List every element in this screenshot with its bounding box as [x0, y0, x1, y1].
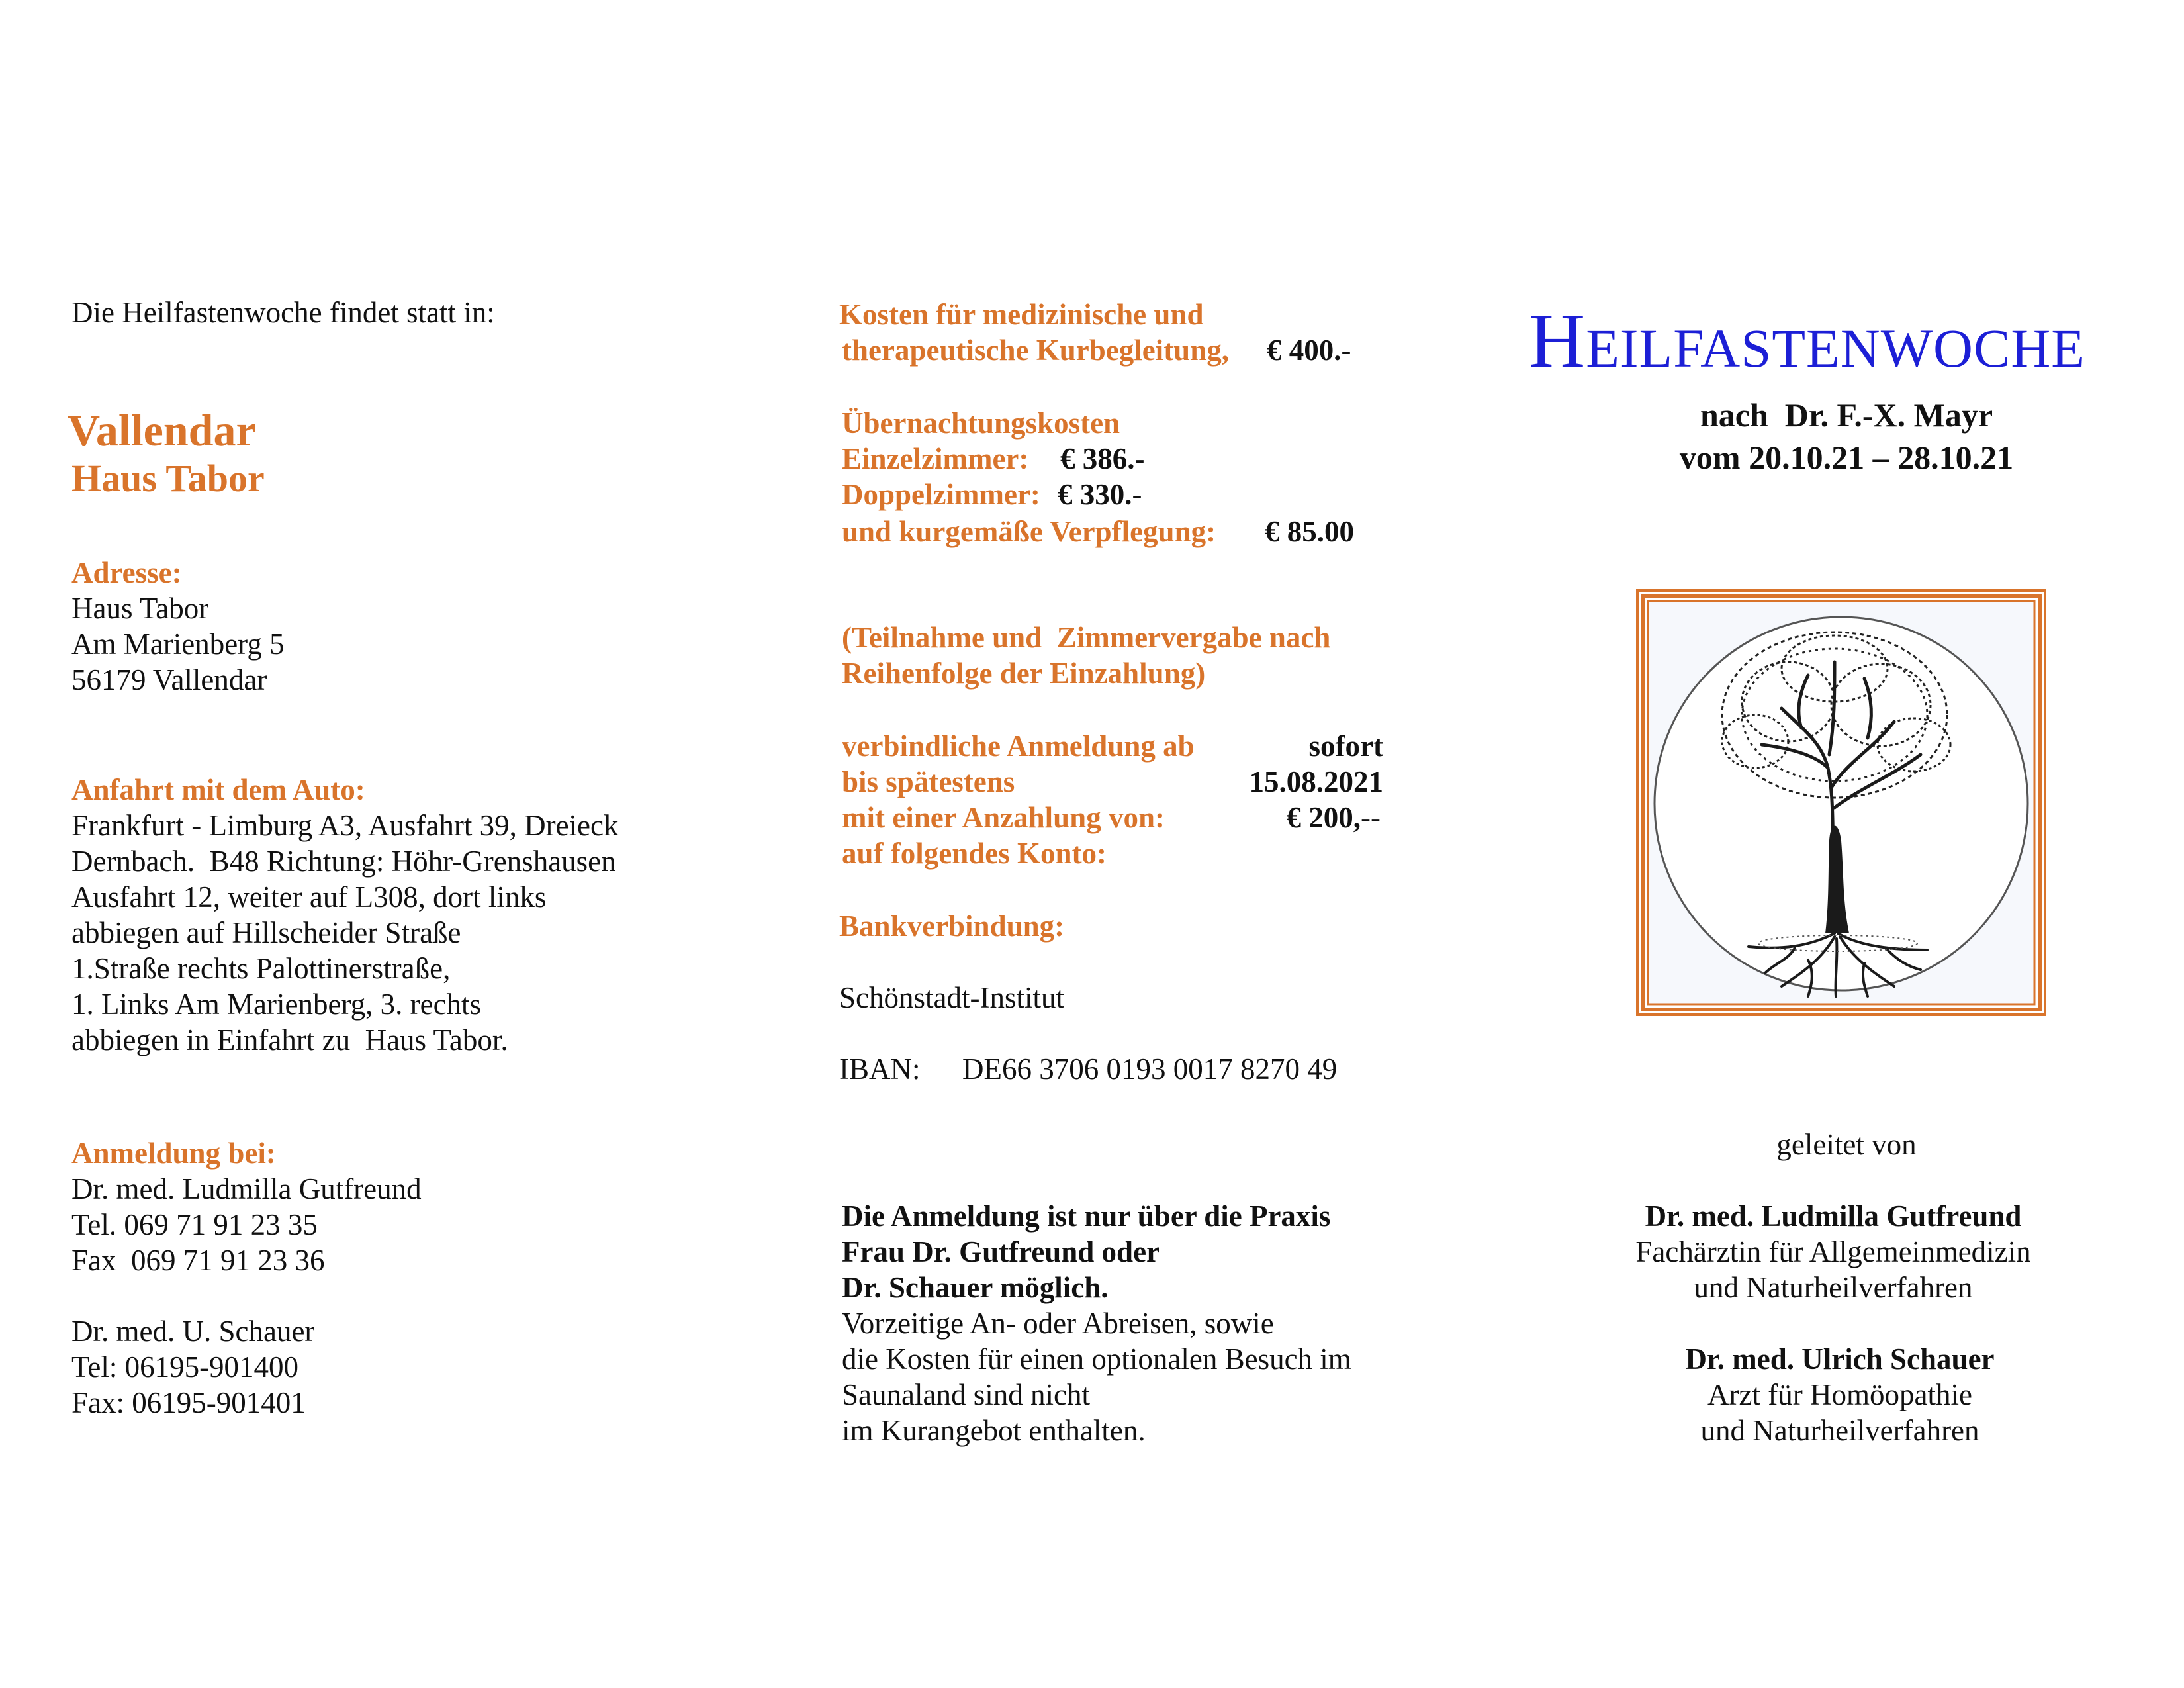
- contact1-block: [71, 1171, 422, 1278]
- note-line: Reihenfolge der Einzahlung): [842, 657, 1206, 690]
- doctor1-block: [1509, 1198, 2158, 1305]
- costs-price: € 400.-: [1267, 334, 1351, 367]
- registration-label: Anmeldung bei:: [71, 1137, 276, 1170]
- subtitle-block: [1522, 394, 2171, 479]
- bank-label: Bankverbindung:: [839, 910, 1065, 943]
- single-room-label: Einzelzimmer:: [842, 442, 1029, 475]
- registration-from-value: sofort: [1308, 729, 1383, 763]
- address-line: 56179 Vallendar: [71, 663, 267, 696]
- directions-line: Ausfahrt 12, weiter auf L308, dort links: [71, 880, 547, 914]
- doctor2-title: und Naturheilverfahren: [1700, 1414, 1979, 1447]
- meals-label: und kurgemäße Verpflegung:: [842, 515, 1216, 548]
- contact-line: Tel: 06195-901400: [71, 1350, 299, 1383]
- doctor1-title: Fachärztin für Allgemeinmedizin: [1635, 1235, 2031, 1268]
- footer-line: Saunaland sind nicht: [842, 1378, 1090, 1411]
- bank-name: Schönstadt-Institut: [839, 981, 1064, 1014]
- address-block: [71, 590, 285, 698]
- footer-bold: [842, 1198, 1330, 1305]
- tree-emblem-icon: [1636, 589, 2046, 1016]
- subtitle: nach Dr. F.-X. Mayr: [1700, 397, 1993, 434]
- iban-value: DE66 3706 0193 0017 8270 49: [962, 1053, 1338, 1086]
- contact-line: Dr. med. U. Schauer: [71, 1315, 315, 1348]
- directions-line: Frankfurt - Limburg A3, Ausfahrt 39, Dreieck: [71, 809, 619, 842]
- deposit-label: mit einer Anzahlung von:: [842, 801, 1165, 834]
- double-room-label: Doppelzimmer:: [842, 478, 1040, 511]
- directions-line: 1.Straße rechts Palottinerstraße,: [71, 952, 451, 985]
- lodging-label: Übernachtungskosten: [842, 406, 1120, 440]
- costs-line1: Kosten für medizinische und: [839, 298, 1204, 331]
- doctor1-title: und Naturheilverfahren: [1694, 1271, 1973, 1304]
- note-line: (Teilnahme und Zimmervergabe nach: [842, 621, 1331, 654]
- address-label: Adresse:: [71, 556, 182, 589]
- led-by-text: geleitet von: [1776, 1128, 1917, 1161]
- iban-label: IBAN:: [839, 1053, 921, 1086]
- directions-line: abbiegen in Einfahrt zu Haus Tabor.: [71, 1023, 508, 1056]
- registration-from-label: verbindliche Anmeldung ab: [842, 729, 1195, 763]
- account-label: auf folgendes Konto:: [842, 837, 1107, 870]
- directions-block: [71, 808, 619, 1058]
- directions-line: Dernbach. B48 Richtung: Höhr-Grenshausen: [71, 845, 616, 878]
- directions-line: abbiegen auf Hillscheider Straße: [71, 916, 461, 949]
- meals-price: € 85.00: [1265, 515, 1354, 548]
- contact-line: Fax: 06195-901401: [71, 1386, 306, 1419]
- doctor2-title: Arzt für Homöopathie: [1707, 1378, 1972, 1411]
- footer-bold-line: Dr. Schauer möglich.: [842, 1271, 1109, 1304]
- contact-line: Tel. 069 71 91 23 35: [71, 1208, 318, 1241]
- registration-until-value: 15.08.2021: [1249, 765, 1383, 798]
- double-room-price: € 330.-: [1058, 478, 1142, 511]
- single-room-price: € 386.-: [1060, 442, 1145, 475]
- doctor2-name: Dr. med. Ulrich Schauer: [1685, 1342, 1995, 1376]
- doctor1-name: Dr. med. Ludmilla Gutfreund: [1645, 1199, 2022, 1233]
- registration-until-label: bis spätestens: [842, 765, 1015, 798]
- intro-text: Die Heilfastenwoche findet statt in:: [71, 296, 495, 329]
- allocation-note: [842, 620, 1330, 691]
- contact-line: Dr. med. Ludmilla Gutfreund: [71, 1172, 422, 1205]
- brochure-title: Heilfastenwoche: [1529, 297, 2085, 384]
- event-dates: vom 20.10.21 – 28.10.21: [1679, 439, 2014, 476]
- deposit-value: € 200,--: [1286, 801, 1381, 834]
- costs-line2: therapeutische Kurbegleitung,: [842, 334, 1229, 367]
- contact2-block: [71, 1313, 314, 1421]
- house-name: Haus Tabor: [71, 457, 265, 500]
- footer-bold-line: Die Anmeldung ist nur über die Praxis: [842, 1199, 1331, 1233]
- address-line: Haus Tabor: [71, 592, 209, 625]
- footer-bold-line: Frau Dr. Gutfreund oder: [842, 1235, 1160, 1268]
- footer-line: die Kosten für einen optionalen Besuch im: [842, 1342, 1351, 1376]
- address-line: Am Marienberg 5: [71, 628, 285, 661]
- footer-line: im Kurangebot enthalten.: [842, 1414, 1146, 1447]
- directions-label: Anfahrt mit dem Auto:: [71, 773, 365, 806]
- middle-column: [839, 0, 1408, 1688]
- contact-line: Fax 069 71 91 23 36: [71, 1244, 325, 1277]
- directions-line: 1. Links Am Marienberg, 3. rechts: [71, 988, 482, 1021]
- place-name: Vallendar: [68, 405, 256, 455]
- footer-line: Vorzeitige An- oder Abreisen, sowie: [842, 1307, 1274, 1340]
- footer-text: [842, 1305, 1351, 1448]
- doctor2-block: [1516, 1341, 2164, 1448]
